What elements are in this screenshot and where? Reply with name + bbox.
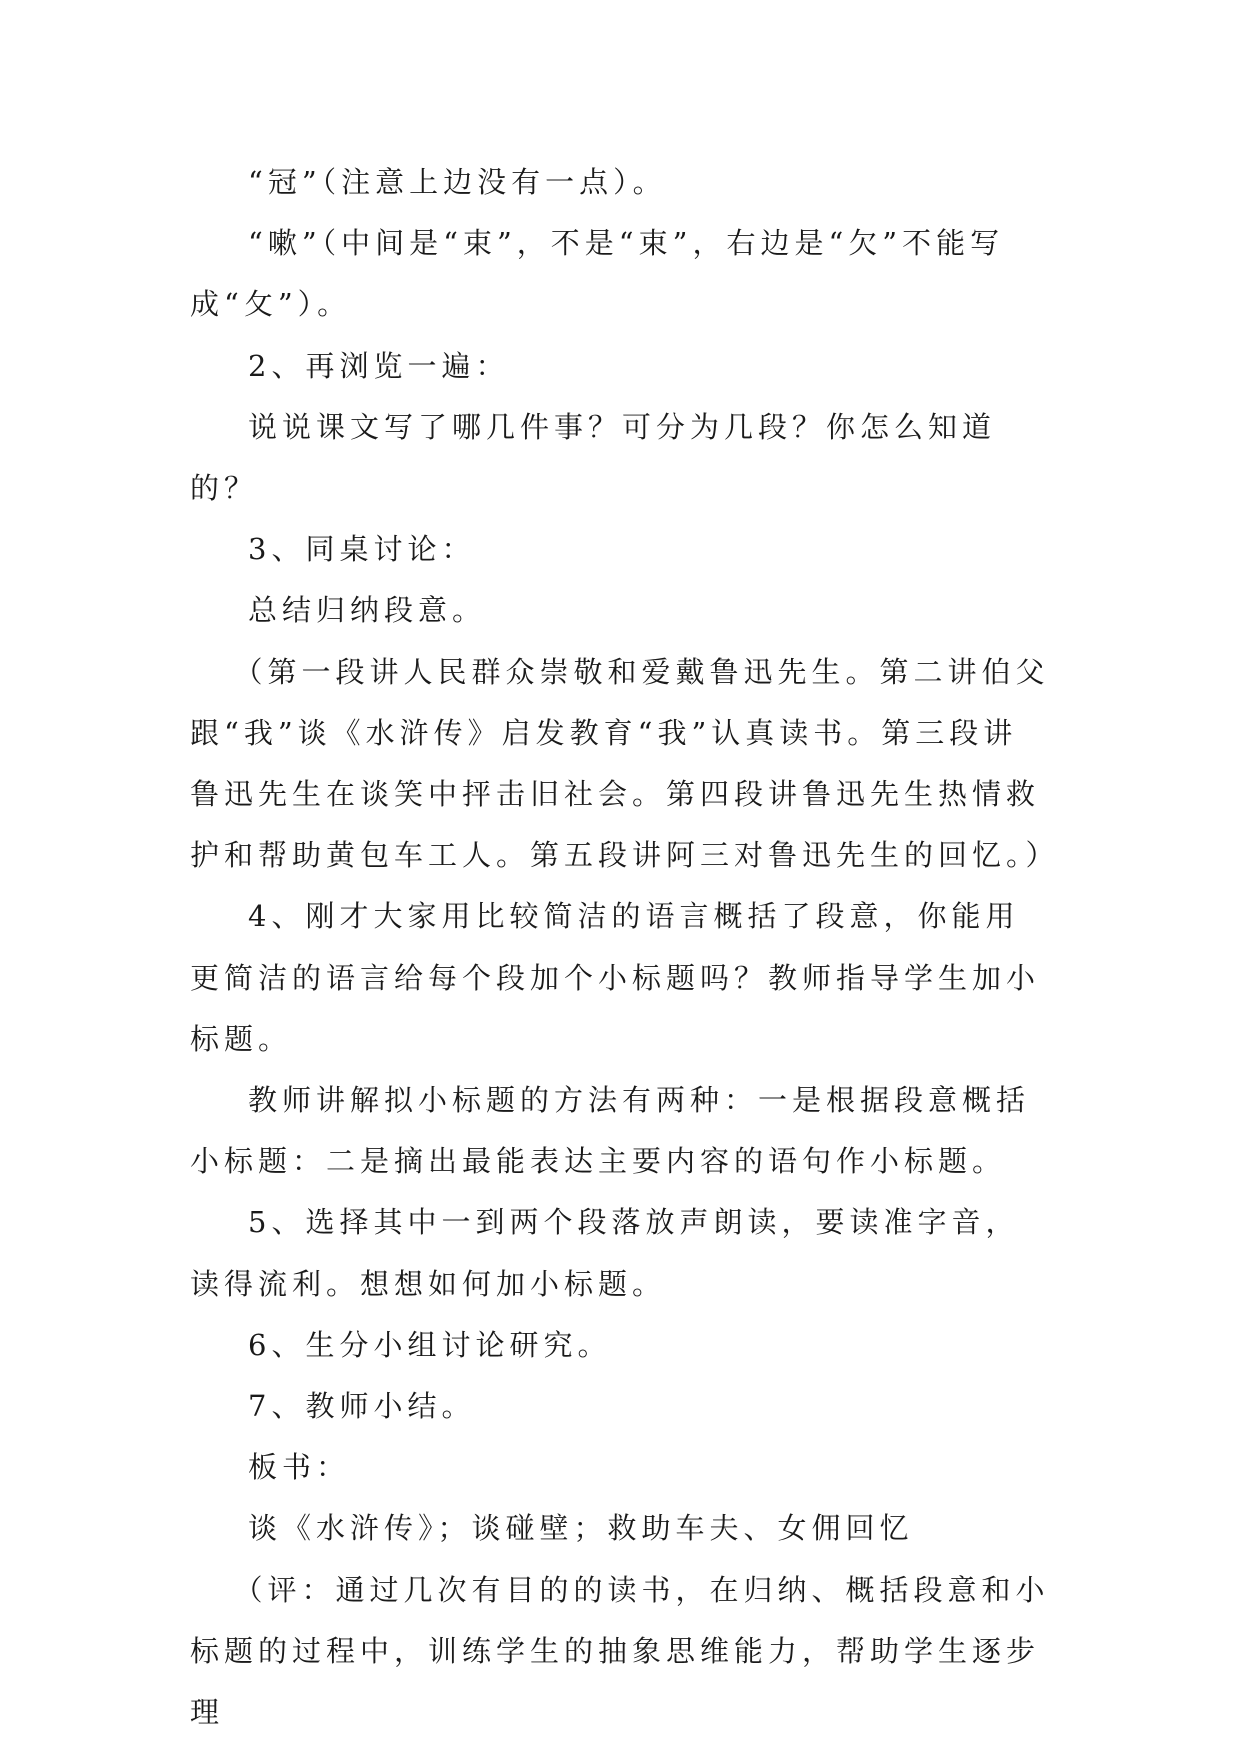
paragraph-title-methods: 教师讲解拟小标题的方法有两种：一是根据段意概括小标题：二是摘出最能表达主要内容的语句作小标题。 [190,1083,1031,1179]
paragraph-step-4: 4、刚才大家用比较简洁的语言概括了段意，你能用更简洁的语言给每个段加个小标题吗？教师指导学生加小标题。 [190,899,1041,1056]
paragraph-step-7: 7、教师小结。 [248,1389,476,1424]
paragraph-step-3: 3、同桌讨论： [248,532,476,567]
paragraph-char-sou: “嗽”（中间是“束”，不是“束”，右边是“欠”不能写成“攵”）。 [190,226,1005,322]
paragraph-step-5: 5、选择其中一到两个段落放声朗读，要读准字音，读得流利。想想如何加小标题。 [190,1205,1020,1301]
paragraph-step-6: 6、生分小组讨论研究。 [248,1327,612,1362]
paragraph-question: 说说课文写了哪几件事？可分为几段？你怎么知道的？ [190,409,997,506]
paragraph-step-2: 2、再浏览一遍： [248,348,510,383]
paragraph-char-guan: “冠”（注意上边没有一点）。 [248,165,667,199]
paragraph-commentary: （评：通过几次有目的的读书，在归纳、概括段意和小标题的过程中，训练学生的抽象思维能力，帮助学生逐步理 [190,1572,1050,1730]
paragraph-summary: 总结归纳段意。 [248,593,487,628]
document-body [190,152,1060,1743]
paragraph-blackboard-content: 谈《水浒传》；谈碰壁；救助车夫、女佣回忆 [248,1511,914,1546]
paragraph-blackboard-label: 板书： [248,1450,351,1485]
paragraph-section-meanings: （第一段讲人民群众崇敬和爱戴鲁迅先生。第二讲伯父跟“我”谈《水浒传》启发教育“我”认真读书。第三段讲鲁迅先生在谈笑中抨击旧社会。第四段讲鲁迅先生热情救护和帮助黄包车工人。第五段讲阿三对鲁迅先生的回忆。） [190,654,1060,873]
